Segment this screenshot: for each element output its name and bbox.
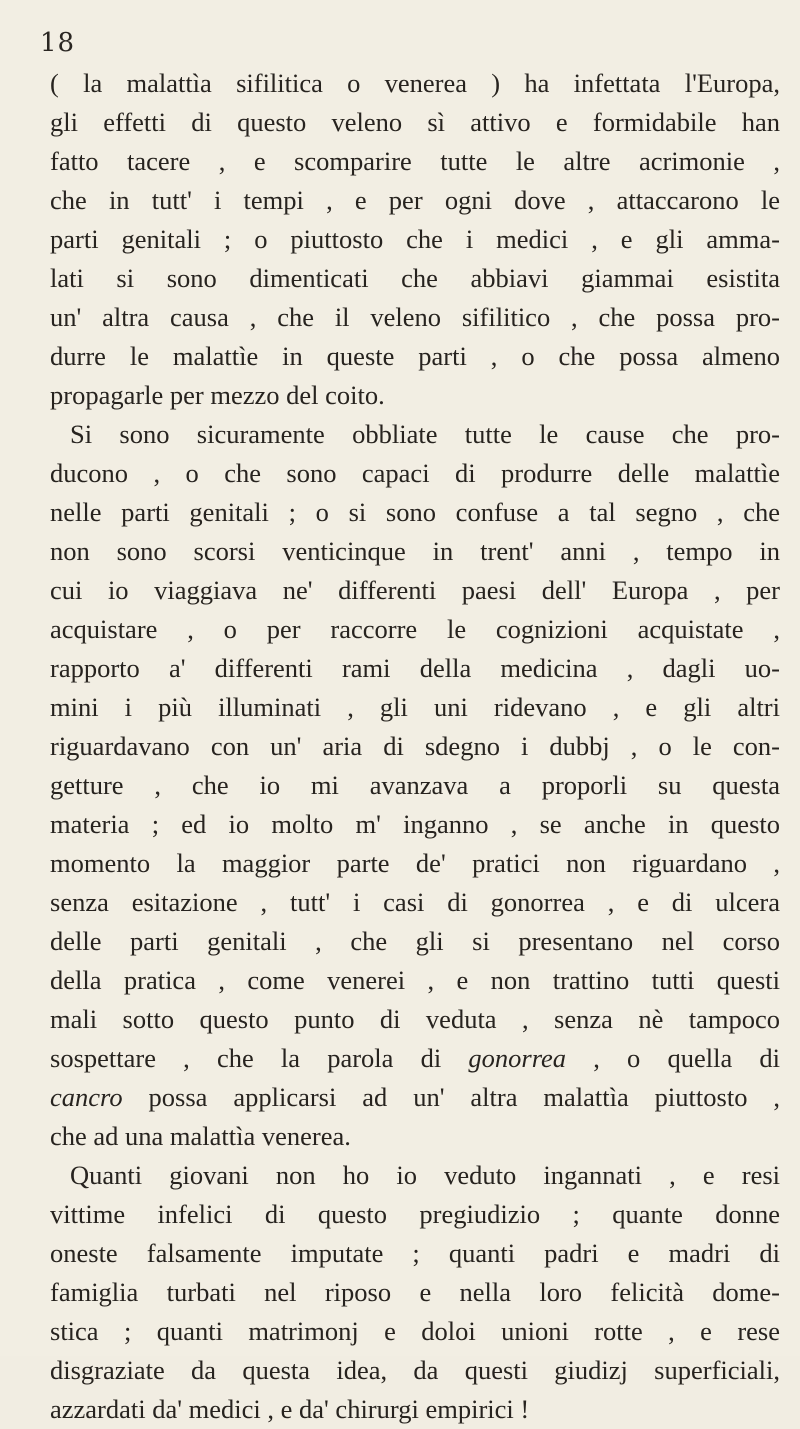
text-line: non sono scorsi venticinque in trent' anni , tempo in — [50, 536, 780, 566]
text-line: ducono , o che sono capaci di produrre delle malattìe — [50, 458, 780, 488]
text-line: rapporto a' differenti rami della medicina , dagli uo- — [50, 653, 780, 683]
text-line: azzardati da' medici , e da' chirurgi empirici ! — [50, 1394, 530, 1424]
text-line: Si sono sicuramente obbliate tutte le cause che pro- — [70, 419, 780, 449]
text-line: Quanti giovani non ho io veduto ingannati , e resi — [70, 1160, 780, 1190]
text-line: cui io viaggiava ne' differenti paesi dell' Europa , per — [50, 575, 780, 605]
text-line: acquistare , o per raccorre le cognizioni acquistate , — [50, 614, 780, 644]
text-line: momento la maggior parte de' pratici non riguardano , — [50, 848, 780, 878]
text-line: propagarle per mezzo del coito. — [50, 380, 385, 410]
text-line: getture , che io mi avanzava a proporli su questa — [50, 770, 780, 800]
text-line: che ad una malattìa venerea. — [50, 1121, 351, 1151]
italic-term: gonorrea — [468, 1043, 567, 1073]
text-line: disgraziate da questa idea, da questi giudizj superficiali, — [50, 1355, 780, 1385]
text-line: cancro possa applicarsi ad un' altra malattìa piuttosto , — [50, 1082, 780, 1112]
text-line: riguardavano con un' aria di sdegno i dubbj , o le con- — [50, 731, 780, 761]
text-line: stica ; quanti matrimonj e doloi unioni rotte , e rese — [50, 1316, 780, 1346]
text-line: delle parti genitali , che gli si presentano nel corso — [50, 926, 780, 956]
body-text — [50, 64, 780, 1429]
text-line: materia ; ed io molto m' inganno , se anche in questo — [50, 809, 780, 839]
text-line: un' altra causa , che il veleno sifilitico , che possa pro- — [50, 302, 780, 332]
text-line: fatto tacere , e scomparire tutte le altre acrimonie , — [50, 146, 780, 176]
italic-term: cancro — [50, 1082, 123, 1112]
text-line: che in tutt' i tempi , e per ogni dove , attaccarono le — [50, 185, 780, 215]
text-line: famiglia turbati nel riposo e nella loro felicità dome- — [50, 1277, 780, 1307]
text-line: gli effetti di questo veleno sì attivo e formidabile han — [50, 107, 780, 137]
text-line: mali sotto questo punto di veduta , senza nè tampoco — [50, 1004, 780, 1034]
text-line: oneste falsamente imputate ; quanti padri e madri di — [50, 1238, 780, 1268]
text-line: lati si sono dimenticati che abbiavi giammai esistita — [50, 263, 780, 293]
text-line: nelle parti genitali ; o si sono confuse a tal segno , che — [50, 497, 780, 527]
text-line: senza esitazione , tutt' i casi di gonorrea , e di ulcera — [50, 887, 780, 917]
text-line: della pratica , come venerei , e non trattino tutti questi — [50, 965, 780, 995]
text-line: mini i più illuminati , gli uni ridevano , e gli altri — [50, 692, 780, 722]
text-line: vittime infelici di questo pregiudizio ; quante donne — [50, 1199, 780, 1229]
page-number: 18 — [40, 28, 76, 58]
text-line: parti genitali ; o piuttosto che i medici , e gli amma- — [50, 224, 780, 254]
text-line: ( la malattìa sifilitica o venerea ) ha infettata l'Europa, — [50, 68, 780, 98]
text-line: durre le malattìe in queste parti , o che possa almeno — [50, 341, 780, 371]
text-line: sospettare , che la parola di gonorrea , o quella di — [50, 1043, 780, 1073]
